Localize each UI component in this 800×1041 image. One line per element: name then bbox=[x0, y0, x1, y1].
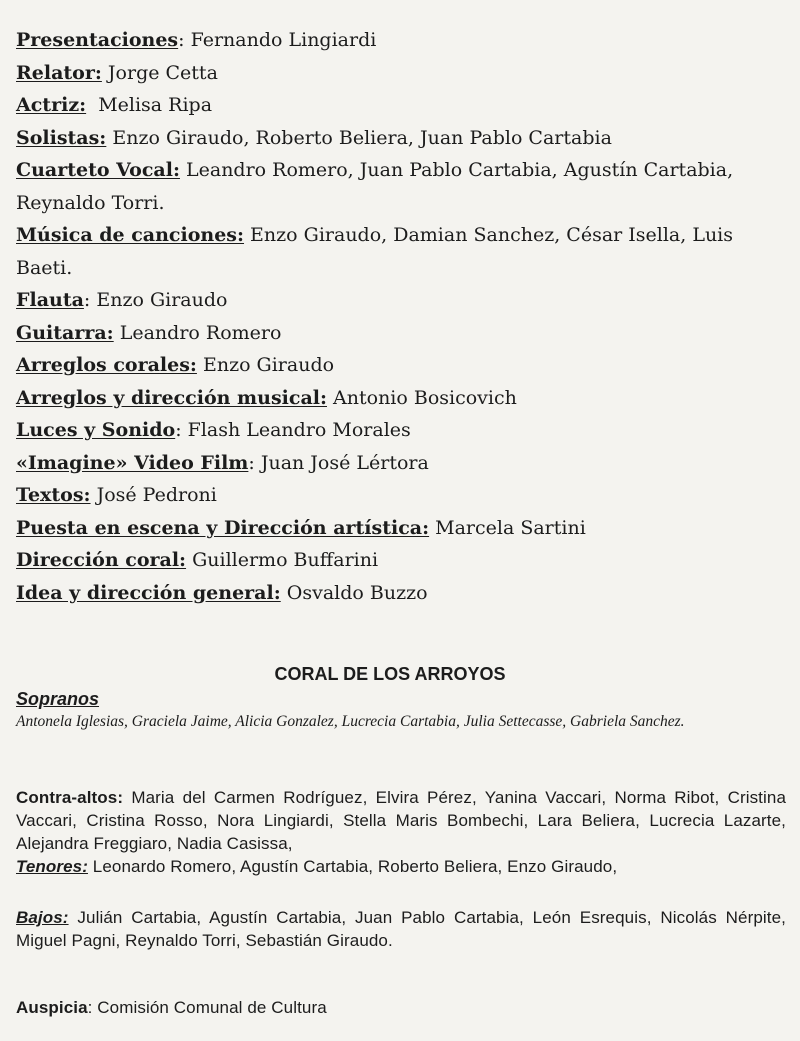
credit-label: Textos: bbox=[16, 484, 91, 506]
section-auspicia bbox=[16, 996, 786, 1019]
credit-label: Guitarra: bbox=[16, 321, 114, 344]
credit-flauta bbox=[16, 284, 790, 317]
tenores-label: Tenores: bbox=[16, 857, 88, 876]
credit-value: Enzo Giraudo bbox=[196, 354, 335, 376]
credit-value: Enzo Giraudo, Damian Sanchez, César Isella, Luis Baeti. bbox=[16, 224, 734, 279]
credit-sep: : bbox=[248, 451, 255, 474]
credit-value: Marcela Sartini bbox=[429, 516, 586, 539]
auspicia-sep: : bbox=[87, 998, 93, 1017]
sopranos-members: Antonela Iglesias, Graciela Jaime, Alicia Gonzalez, Lucrecia Cartabia, Julia Settecasse, Gabriela Sanchez. bbox=[16, 713, 685, 730]
credit-value: Enzo Giraudo bbox=[90, 289, 228, 311]
credit-label: Música de canciones: bbox=[16, 224, 245, 246]
credit-value: Flash Leandro Morales bbox=[181, 419, 411, 441]
credit-value: Osvaldo Buzzo bbox=[280, 581, 428, 604]
credit-label: Flauta bbox=[16, 289, 84, 311]
credit-luces-sonido bbox=[16, 414, 790, 447]
credit-video-film bbox=[16, 447, 790, 480]
credit-guitarra bbox=[16, 317, 790, 350]
credit-value: Jorge Cetta bbox=[101, 61, 218, 84]
credit-label: Relator: bbox=[16, 61, 102, 84]
credit-solistas bbox=[16, 122, 790, 155]
bajos-members: Julián Cartabia, Agustín Cartabia, Juan Pablo Cartabia, León Esrequis, Nicolás Nérpite, Miguel Pagni, Reynaldo Torri, Sebastián Giraudo. bbox=[16, 908, 786, 950]
choir-title bbox=[0, 664, 800, 685]
credit-cuarteto-vocal bbox=[16, 154, 790, 219]
sopranos-label: Sopranos bbox=[16, 689, 100, 709]
credit-value: Melisa Ripa bbox=[86, 94, 213, 116]
credit-label: «Imagine» Video Film bbox=[16, 451, 249, 474]
section-contraltos-tenores bbox=[16, 786, 786, 878]
auspicia-label: Auspicia bbox=[16, 998, 88, 1017]
credit-sep: : bbox=[178, 29, 185, 51]
bajos-label: Bajos: bbox=[16, 908, 69, 927]
credit-value: Leandro Romero, Juan Pablo Cartabia, Agustín Cartabia, Reynaldo Torri. bbox=[16, 159, 734, 214]
auspicia-value: Comisión Comunal de Cultura bbox=[92, 998, 327, 1017]
credit-value: Leandro Romero bbox=[113, 321, 282, 344]
credit-direccion-coral bbox=[16, 544, 790, 577]
credit-label: Solistas: bbox=[16, 126, 107, 149]
credit-value: Fernando Lingiardi bbox=[184, 29, 377, 51]
credit-idea-direccion-general bbox=[16, 577, 790, 610]
choir-title-text: CORAL DE LOS ARROYOS bbox=[274, 664, 506, 684]
contraltos-label: Contra-altos: bbox=[16, 788, 124, 807]
credit-value: Guillermo Buffarini bbox=[186, 549, 379, 571]
credit-arreglos-corales bbox=[16, 349, 790, 382]
credit-label: Arreglos y dirección musical: bbox=[16, 386, 327, 409]
credit-sep: : bbox=[83, 289, 91, 311]
credit-label: Actriz: bbox=[16, 94, 87, 116]
credits-list bbox=[16, 24, 790, 609]
credit-arreglos-direccion-musical bbox=[16, 382, 790, 415]
credit-relator bbox=[16, 57, 790, 90]
credit-presentaciones bbox=[16, 24, 790, 57]
credit-label: Luces y Sonido bbox=[16, 419, 176, 441]
credit-value: José Pedroni bbox=[90, 484, 217, 506]
credit-label: Cuarteto Vocal: bbox=[16, 159, 180, 181]
credit-label: Presentaciones bbox=[16, 29, 179, 51]
credit-puesta-en-escena bbox=[16, 512, 790, 545]
credit-actriz bbox=[16, 89, 790, 122]
section-bajos bbox=[16, 906, 786, 952]
credit-label: Idea y dirección general: bbox=[16, 581, 281, 604]
tenores-members: Leonardo Romero, Agustín Cartabia, Roberto Beliera, Enzo Giraudo, bbox=[87, 857, 618, 876]
credit-label: Arreglos corales: bbox=[16, 354, 197, 376]
credit-sep: : bbox=[175, 419, 182, 441]
section-sopranos bbox=[16, 688, 786, 732]
credit-value: Antonio Bosicovich bbox=[327, 386, 517, 409]
credit-value: Juan José Lértora bbox=[254, 451, 429, 474]
contraltos-members: Maria del Carmen Rodríguez, Elvira Pérez, Yanina Vaccari, Norma Ribot, Cristina Vaccari, Cristina Rosso, Nora Lingiardi, Stella Maris Bombechi, Lara Beliera, Lucrecia Lazarte, Alejandra Freggiaro, Nadia Casissa, bbox=[16, 788, 786, 853]
credit-value: Enzo Giraudo, Roberto Beliera, Juan Pablo Cartabia bbox=[106, 126, 612, 149]
credit-textos bbox=[16, 479, 790, 512]
credit-label: Dirección coral: bbox=[16, 549, 187, 571]
credit-musica-canciones bbox=[16, 219, 790, 284]
credit-label: Puesta en escena y Dirección artística: bbox=[16, 516, 430, 539]
